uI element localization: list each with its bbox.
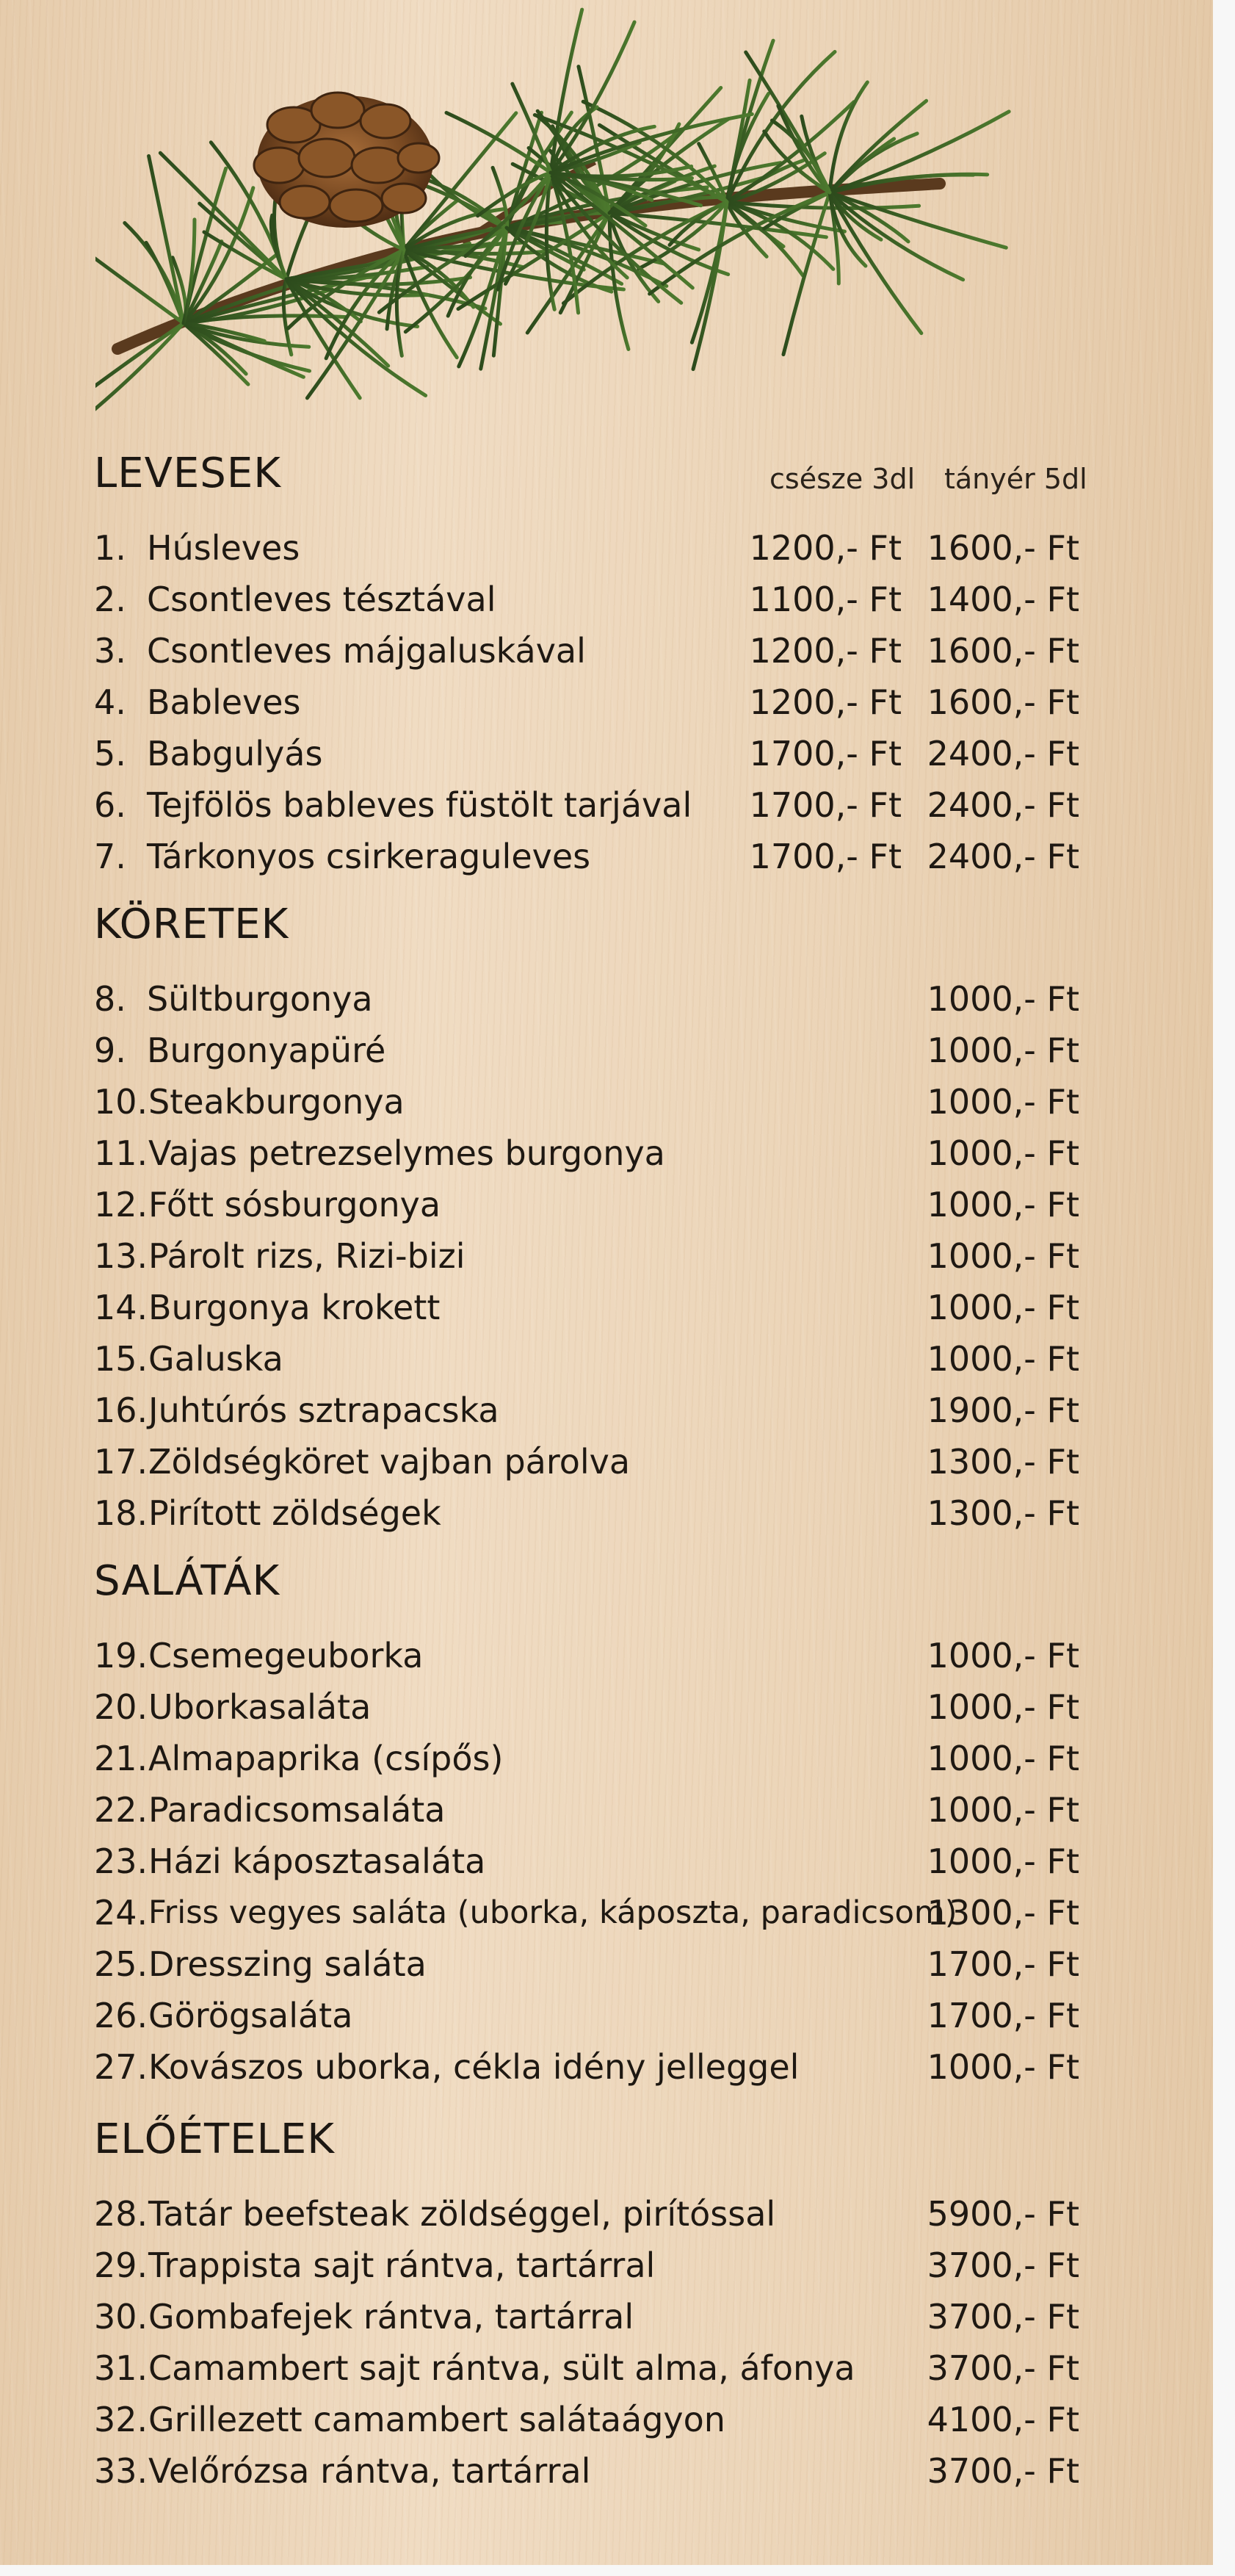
section-title-salatak: SALÁTÁK (94, 1557, 280, 1605)
item-number: 27. (94, 2047, 148, 2087)
item-number: 10. (94, 1082, 148, 1122)
item-name: Burgonyapüré (147, 1031, 386, 1070)
scan-margin-bottom (0, 2565, 1235, 2576)
item-price: 1300,- Ft (927, 1493, 1079, 1533)
item-number: 14. (94, 1288, 148, 1327)
item-number: 9. (94, 1031, 126, 1070)
item-price-cup: 1200,- Ft (749, 528, 902, 568)
menu-item (0, 1634, 1213, 1685)
item-name: Almapaprika (csípős) (148, 1739, 504, 1778)
item-price: 1700,- Ft (927, 1944, 1079, 1984)
item-price-plate: 1400,- Ft (927, 580, 1079, 619)
menu-item (0, 1285, 1213, 1337)
item-name: Juhtúrós sztrapacska (148, 1390, 499, 1430)
menu-item (0, 1440, 1213, 1491)
item-price: 1000,- Ft (927, 1288, 1079, 1327)
item-price: 3700,- Ft (927, 2297, 1079, 2337)
menu-item (0, 1891, 1213, 1942)
menu-item (0, 834, 1213, 886)
item-number: 33. (94, 2451, 148, 2491)
item-price: 1700,- Ft (927, 1996, 1079, 2035)
item-price: 1000,- Ft (927, 1082, 1079, 1122)
item-number: 8. (94, 979, 126, 1019)
menu-item (0, 1388, 1213, 1440)
item-name: Babgulyás (147, 734, 323, 773)
item-number: 5. (94, 734, 126, 773)
item-name: Csontleves májgaluskával (147, 631, 586, 671)
item-number: 20. (94, 1687, 148, 1727)
column-header-cup: csésze 3dl (769, 463, 916, 495)
menu-item (0, 1839, 1213, 1891)
item-price: 1000,- Ft (927, 1339, 1079, 1379)
menu-item (0, 1183, 1213, 1234)
item-name: Friss vegyes saláta (uborka, káposzta, paradicsom) (148, 1894, 957, 1931)
item-number: 17. (94, 1442, 148, 1482)
item-number: 6. (94, 785, 126, 825)
item-price: 1300,- Ft (927, 1442, 1079, 1482)
menu-item (0, 1028, 1213, 1080)
item-name: Bableves (147, 682, 301, 722)
menu-item (0, 1685, 1213, 1736)
item-name: Sültburgonya (147, 979, 373, 1019)
item-price-plate: 2400,- Ft (927, 785, 1079, 825)
item-price-plate: 1600,- Ft (927, 528, 1079, 568)
menu-item (0, 680, 1213, 732)
item-price: 1000,- Ft (927, 2047, 1079, 2087)
item-number: 24. (94, 1893, 148, 1933)
item-number: 16. (94, 1390, 148, 1430)
item-price: 1000,- Ft (927, 1739, 1079, 1778)
item-name: Trappista sajt rántva, tartárral (148, 2245, 656, 2285)
item-name: Kovászos uborka, cékla idény jelleggel (148, 2047, 800, 2087)
item-price-plate: 1600,- Ft (927, 631, 1079, 671)
item-name: Vajas petrezselymes burgonya (148, 1133, 665, 1173)
section-title-eloetelek: ELŐÉTELEK (94, 2115, 335, 2163)
item-price: 3700,- Ft (927, 2245, 1079, 2285)
menu-item (0, 783, 1213, 834)
item-name: Velőrózsa rántva, tartárral (148, 2451, 591, 2491)
item-name: Zöldségköret vajban párolva (148, 1442, 631, 1482)
item-name: Burgonya krokett (148, 1288, 441, 1327)
menu-item (0, 1080, 1213, 1131)
item-price: 1000,- Ft (927, 1133, 1079, 1173)
menu-item (0, 2398, 1213, 2449)
item-number: 3. (94, 631, 126, 671)
menu-item (0, 526, 1213, 577)
item-price: 1000,- Ft (927, 1031, 1079, 1070)
item-name: Csontleves tésztával (147, 580, 496, 619)
item-name: Párolt rizs, Rizi-bizi (148, 1236, 466, 1276)
scan-margin (1213, 0, 1235, 2576)
item-number: 2. (94, 580, 126, 619)
item-number: 4. (94, 682, 126, 722)
item-name: Paradicsomsaláta (148, 1790, 446, 1830)
item-number: 18. (94, 1493, 148, 1533)
menu-item (0, 1234, 1213, 1285)
item-price: 5900,- Ft (927, 2194, 1079, 2234)
item-price-plate: 1600,- Ft (927, 682, 1079, 722)
menu-item (0, 1788, 1213, 1839)
item-name: Tejfölös bableves füstölt tarjával (147, 785, 692, 825)
item-price: 3700,- Ft (927, 2451, 1079, 2491)
item-price-cup: 1700,- Ft (749, 734, 902, 773)
item-number: 7. (94, 837, 126, 876)
item-price-cup: 1200,- Ft (749, 682, 902, 722)
item-number: 31. (94, 2348, 148, 2388)
item-name: Camambert sajt rántva, sült alma, áfonya (148, 2348, 855, 2388)
item-price: 1000,- Ft (927, 1687, 1079, 1727)
item-number: 13. (94, 1236, 148, 1276)
item-number: 21. (94, 1739, 148, 1778)
item-price: 1000,- Ft (927, 979, 1079, 1019)
item-name: Görögsaláta (148, 1996, 353, 2035)
item-number: 12. (94, 1185, 148, 1224)
item-number: 22. (94, 1790, 148, 1830)
menu-item (0, 2449, 1213, 2500)
menu-item (0, 1994, 1213, 2045)
item-number: 30. (94, 2297, 148, 2337)
item-name: Pirított zöldségek (148, 1493, 441, 1533)
menu-item (0, 2243, 1213, 2295)
item-number: 29. (94, 2245, 148, 2285)
item-price-cup: 1700,- Ft (749, 785, 902, 825)
menu-item (0, 977, 1213, 1028)
item-price-cup: 1700,- Ft (749, 837, 902, 876)
item-price: 1000,- Ft (927, 1841, 1079, 1881)
item-price: 1900,- Ft (927, 1390, 1079, 1430)
item-name: Csemegeuborka (148, 1636, 424, 1675)
item-price-cup: 1200,- Ft (749, 631, 902, 671)
item-price-plate: 2400,- Ft (927, 734, 1079, 773)
item-price: 1000,- Ft (927, 1236, 1079, 1276)
item-number: 28. (94, 2194, 148, 2234)
item-number: 32. (94, 2400, 148, 2439)
item-name: Galuska (148, 1339, 283, 1379)
menu-item (0, 1131, 1213, 1183)
item-name: Uborkasaláta (148, 1687, 372, 1727)
menu-item (0, 2045, 1213, 2096)
item-number: 11. (94, 1133, 148, 1173)
item-number: 19. (94, 1636, 148, 1675)
item-name: Házi káposztasaláta (148, 1841, 486, 1881)
item-price: 1000,- Ft (927, 1636, 1079, 1675)
menu-item (0, 2346, 1213, 2398)
item-name: Gombafejek rántva, tartárral (148, 2297, 634, 2337)
menu-item (0, 2192, 1213, 2243)
item-price: 4100,- Ft (927, 2400, 1079, 2439)
menu-item (0, 732, 1213, 783)
item-number: 15. (94, 1339, 148, 1379)
item-price: 1000,- Ft (927, 1790, 1079, 1830)
item-name: Dresszing saláta (148, 1944, 427, 1984)
item-number: 1. (94, 528, 126, 568)
item-price: 1000,- Ft (927, 1185, 1079, 1224)
item-name: Húsleves (147, 528, 300, 568)
menu-item (0, 1491, 1213, 1543)
item-number: 26. (94, 1996, 148, 2035)
menu-item (0, 1942, 1213, 1994)
menu-item (0, 629, 1213, 680)
item-name: Főtt sósburgonya (148, 1185, 441, 1224)
item-price-cup: 1100,- Ft (749, 580, 902, 619)
item-number: 25. (94, 1944, 148, 1984)
column-header-plate: tányér 5dl (944, 463, 1087, 495)
menu-item (0, 577, 1213, 629)
section-title-koretek: KÖRETEK (94, 901, 289, 948)
item-name: Steakburgonya (148, 1082, 405, 1122)
item-price: 3700,- Ft (927, 2348, 1079, 2388)
item-number: 23. (94, 1841, 148, 1881)
item-price: 1300,- Ft (927, 1893, 1079, 1933)
menu-item (0, 1337, 1213, 1388)
item-name: Grillezett camambert salátaágyon (148, 2400, 725, 2439)
section-title-levesek: LEVESEK (94, 450, 281, 497)
menu-item (0, 1736, 1213, 1788)
item-name: Tárkonyos csirkeraguleves (147, 837, 591, 876)
item-name: Tatár beefsteak zöldséggel, pirítóssal (148, 2194, 776, 2234)
item-price-plate: 2400,- Ft (927, 837, 1079, 876)
menu-item (0, 2295, 1213, 2346)
